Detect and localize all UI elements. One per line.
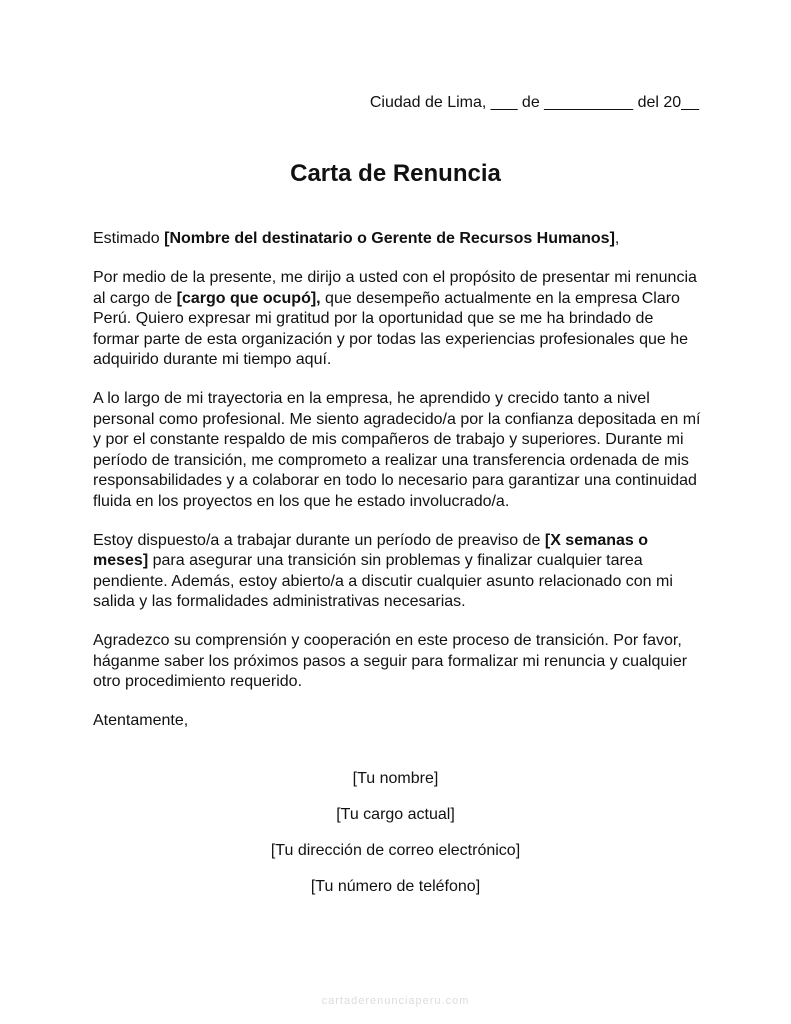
signature-email: [Tu dirección de correo electrónico] xyxy=(270,842,521,859)
signature-block xyxy=(0,769,791,913)
page-title: Carta de Renuncia xyxy=(290,160,501,187)
paragraph-2: A lo largo de mi trayectoria en la empresa, he aprendido y crecido tanto a nivel personal como profesional. Me siento agradecido/a por la confianza depositada en mí y por el constante respaldo de mis compañeros de trabajo y superiores. Durante mi período de transición, me comprometo a realizar una transferencia ordenada de mis responsabilidades y a colaborar en todo lo necesario para garantizar una continuidad fluida en los proyectos en los que he estado involucrado/a. xyxy=(93,390,701,510)
paragraph-1-start: Por medio de la presente, me dirijo a usted con el propósito de presentar mi renuncia al cargo de xyxy=(93,269,697,307)
greeting xyxy=(93,229,703,250)
signature-phone: [Tu número de teléfono] xyxy=(310,878,481,895)
paragraph-3-start: Estoy dispuesto/a a trabajar durante un período de preaviso de xyxy=(93,531,545,549)
position-placeholder: [cargo que ocupó], xyxy=(176,289,321,307)
paragraph-3-end: para asegurar una transición sin problemas y finalizar cualquier tarea pendiente. Además, estoy abierto/a a discutir cualquier asunto relacionado con mi salida y las formalidades administrativas necesarias. xyxy=(93,552,673,610)
paragraph-3 xyxy=(93,531,703,613)
letter-body xyxy=(93,229,703,750)
greeting-recipient: [Nombre del destinatario o Gerente de Recursos Humanos] xyxy=(164,230,615,247)
closing: Atentamente, xyxy=(93,712,189,729)
signature-name: [Tu nombre] xyxy=(352,770,439,787)
notice-period-placeholder: [X semanas o meses] xyxy=(93,531,649,569)
watermark: cartaderenunciaperu.com xyxy=(321,995,470,1007)
greeting-suffix: , xyxy=(614,230,620,247)
paragraph-1-end: que desempeño actualmente en la empresa Claro Perú. Quiero expresar mi gratitud por la oportunidad que se me ha brindado de formar parte de esta organización y por todas las experiencias profesionales que he adquirido durante mi tiempo aquí. xyxy=(93,289,689,368)
greeting-prefix: Estimado xyxy=(93,230,165,247)
signature-position: [Tu cargo actual] xyxy=(336,806,455,823)
paragraph-1 xyxy=(93,268,703,371)
date-line: Ciudad de Lima, ___ de __________ del 20__ xyxy=(369,94,699,111)
paragraph-4: Agradezco su comprensión y cooperación en este proceso de transición. Por favor, háganme saber los próximos pasos a seguir para formalizar mi renuncia y cualquier otro procedimiento requerido. xyxy=(93,632,688,690)
